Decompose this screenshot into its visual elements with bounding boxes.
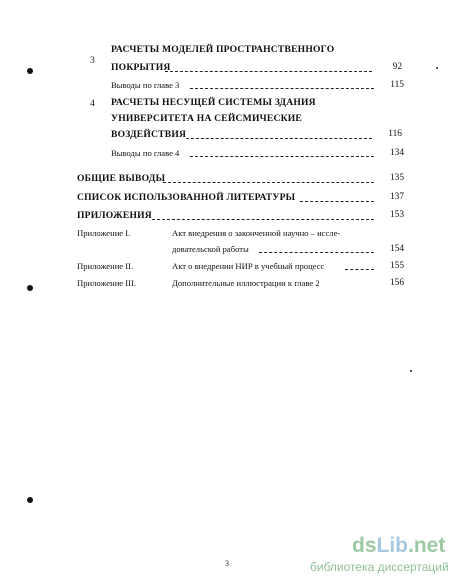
chapter-4-summary-label: Выводы по главе 4 [111, 148, 180, 158]
punch-hole-bottom [27, 497, 33, 503]
watermark-tagline: библиотека диссертаций [310, 560, 449, 574]
appendix-3-page: 156 [389, 278, 404, 288]
scan-speck [410, 370, 412, 372]
leader-dashes [190, 156, 374, 157]
appendix-2-page: 155 [389, 261, 404, 271]
chapter-3-summary-page: 115 [390, 80, 404, 90]
chapter-3-number: 3 [90, 55, 95, 66]
leader-dashes [186, 138, 372, 139]
leader-dashes [152, 219, 374, 220]
appendix-3-desc: Дополнительные иллюстрации к главе 2 [172, 278, 320, 288]
appendices-label: ПРИЛОЖЕНИЯ [77, 210, 152, 221]
leader-dashes [163, 182, 374, 183]
punch-hole-top [27, 68, 33, 74]
watermark-net: .net [408, 534, 446, 557]
leader-dashes [190, 88, 374, 89]
chapter-3-title-line2: ПОКРЫТИЯ [111, 62, 171, 73]
chapter-4-page: 116 [388, 129, 402, 139]
scan-speck [436, 67, 438, 69]
leader-dashes [345, 269, 374, 270]
appendix-1-desc-line2: довательской работы [172, 244, 249, 254]
general-conclusions-label: ОБЩИЕ ВЫВОДЫ [77, 173, 166, 184]
appendix-3-name: Приложение III. [77, 278, 137, 288]
general-conclusions-page: 135 [389, 173, 404, 183]
appendix-2-desc: Акт о внедрении НИР в учебный процесс [172, 261, 325, 271]
chapter-4-title-line2: УНИВЕРСИТЕТА НА СЕЙСМИЧЕСКИЕ [111, 113, 302, 124]
chapter-3-title-line1: РАСЧЕТЫ МОДЕЛЕЙ ПРОСТРАНСТВЕННОГО [111, 44, 335, 55]
page-number: 3 [225, 559, 229, 568]
watermark-logo [352, 535, 445, 556]
chapter-4-title-line3: ВОЗДЕЙСТВИЯ [111, 129, 187, 140]
chapter-4-number: 4 [90, 98, 95, 109]
appendices-page: 153 [389, 210, 404, 220]
leader-dashes [300, 201, 374, 202]
leader-dashes [259, 252, 374, 253]
chapter-4-title-line1: РАСЧЕТЫ НЕСУЩЕЙ СИСТЕМЫ ЗДАНИЯ [111, 97, 316, 108]
chapter-3-summary-label: Выводы по главе 3 [111, 80, 180, 90]
punch-hole-middle [27, 285, 33, 291]
leader-dashes [165, 71, 372, 72]
appendix-2-name: Приложение II. [77, 261, 134, 271]
chapter-3-page: 92 [392, 62, 402, 72]
references-label: СПИСОК ИСПОЛЬЗОВАННОЙ ЛИТЕРАТУРЫ [77, 192, 296, 203]
watermark-ds: ds [352, 534, 377, 557]
references-page: 137 [389, 192, 404, 202]
appendix-1-desc-line1: Акт внедрения о законченной научно – иссле- [172, 228, 341, 238]
watermark-lib: Lib [376, 534, 409, 557]
appendix-1-page: 154 [389, 244, 404, 254]
appendix-1-name: Приложение I. [77, 228, 131, 238]
chapter-4-summary-page: 134 [389, 148, 404, 158]
